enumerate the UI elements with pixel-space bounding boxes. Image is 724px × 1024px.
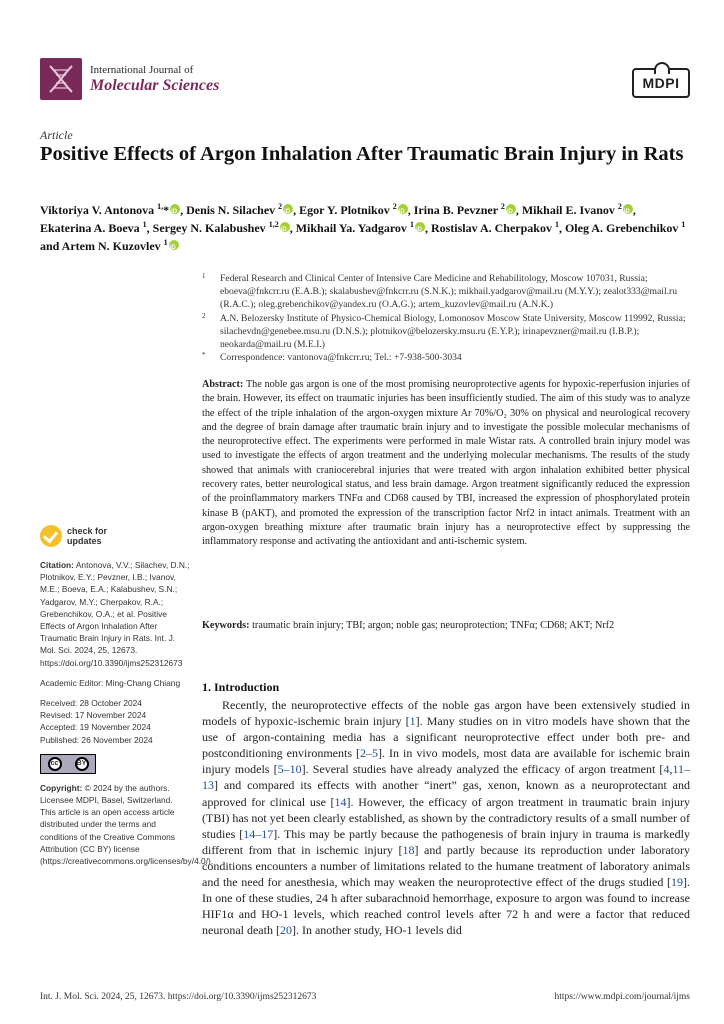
affiliation-number: 1 — [202, 272, 206, 280]
academic-editor: Academic Editor: Ming-Chang Chiang — [40, 677, 181, 688]
affiliation-text: Federal Research and Clinical Center of Intensive Care Medicine and Rehabilitology, Moscow 107031, Russia; eboeva@fnkcrr.ru (E.A.B.); skalabushev@fnkcrr.ru (S.N.K.); mikhail.yadgarov@mail.ru (M.Y.Y.); zealot333@mail.ru (R.A.C.); oleg.grebenchikov@yandex.ru (O.A.G.); artem_kuzovlev@mail.ru (A.N.K.) — [220, 273, 678, 311]
check-updates-label — [67, 526, 107, 546]
affiliation-number: * — [202, 351, 206, 360]
affiliation-text: A.N. Belozersky Institute of Physico-Chemical Biology, Lomonosov Moscow State University, Moscow 119992, Russia; silachevdn@genebee.msu.ru (D.N.S.); plotnikov@belozersky.msu.ru (E.Y.P.); irinapevzner@mail.ru (I.B.P.); neokarda@mail.ru (M.E.I.) — [220, 312, 686, 351]
footer-citation: Int. J. Mol. Sci. 2024, 25, 12673. https://doi.org/10.3390/ijms252312673 — [40, 992, 317, 1002]
copyright-label: Copyright: — [40, 782, 83, 793]
page-footer — [40, 992, 690, 1002]
published-date: Published: 26 November 2024 — [40, 734, 153, 745]
accepted-date: Accepted: 19 November 2024 — [40, 722, 151, 733]
revised-date: Revised: 17 November 2024 — [40, 710, 147, 721]
correspondence — [202, 351, 690, 364]
section-heading: 1. Introduction — [202, 680, 280, 694]
copyright-text: © 2024 by the authors. Licensee MDPI, Basel, Switzerland. This article is an open access article distributed under the terms and conditions of the Creative Commons Attribution (CC BY) license (https://creativecommons.org/licenses/by/4.0/). — [40, 782, 214, 867]
by-icon: BY — [75, 757, 89, 771]
affiliation-1 — [202, 272, 690, 312]
check-updates-icon — [40, 525, 62, 547]
check-updates-line2: updates — [67, 536, 102, 546]
citation-label: Citation: — [40, 560, 74, 570]
history-dates — [40, 697, 190, 746]
received-date: Received: 28 October 2024 — [40, 698, 142, 709]
keywords-text: traumatic brain injury; TBI; argon; noble gas; neuroprotection; TNFα; CD68; AKT; Nrf2 — [252, 620, 615, 631]
correspondence-text: Correspondence: vantonova@fnkcrr.ru; Tel.: +7-938-500-3034 — [220, 352, 462, 364]
journal-name — [90, 64, 219, 95]
abstract-label: Abstract: — [202, 379, 244, 390]
check-updates-line1: check for — [67, 526, 108, 536]
abstract — [202, 378, 690, 550]
affiliations — [202, 272, 690, 364]
copyright — [40, 782, 214, 867]
article-type: Article — [40, 128, 73, 142]
citation-text: Antonova, V.V.; Silachev, D.N.; Plotnikov, E.Y.; Pevzner, I.B.; Ivanov, M.E.; Boeva, E.A.; Kalabushev, S.N.; Yadgarov, M.Y.; Cherpakov, R.A.; Grebenchikov, O.A.; et al. Positive Effects of Argon Inhalation After Traumatic Brain Injury in Rats. Int. J. Mol. Sci. 2024, 25, 12673. https://doi.org/10.3390/ijms252312673 — [40, 560, 190, 668]
cc-by-license-badge[interactable] — [40, 754, 96, 774]
footer-journal-link[interactable]: https://www.mdpi.com/journal/ijms — [554, 992, 690, 1002]
keywords — [202, 619, 690, 633]
sidebar — [40, 525, 214, 875]
cc-icon: cc — [48, 757, 62, 771]
journal-logo-icon — [40, 58, 82, 100]
abstract-text: The noble gas argon is one of the most promising neuroprotective agents for hypoxic-reperfusion injuries of the brain. However, its effect on traumatic injuries has been insufficiently studied. The aim of this study was to analyze the effect of the triple inhalation of the argon-oxygen mixture Ar 70%/O₂ 30% on physical and neurological recovery and the degree of brain damage after traumatic brain injury and to investigate the possible molecular mechanisms of the neuroprotective effect. The experiments were performed in male Wistar rats. A controlled brain injury model was used to investigate the effects of argon treatment and the underlying molecular mechanisms. The results of the study showed that animals with craniocerebral injuries that were treated with argon inhalation exhibited better physical recovery rates, better neurological status, and less brain damage. Argon treatment significantly reduced the expression of the proinflammatory markers TNFα and CD68 caused by TBI, increased the expression of phosphorylated protein kinase B (pAKT), and promoted the expression of the transcription factor Nrf2 in intact animals. Treatment with an argon-oxygen breathing mixture after traumatic brain injury has a neuroprotective effect by suppressing the inflammatory response and activating the antioxidant and anti-ischemic system. — [202, 379, 690, 548]
article-title: Positive Effects of Argon Inhalation After Traumatic Brain Injury in Rats — [40, 143, 684, 165]
journal-header — [40, 58, 690, 108]
affiliation-number: 2 — [202, 311, 206, 320]
journal-name-line2: Molecular Sciences — [90, 77, 220, 94]
author-list: Viktoriya V. Antonova $^{1,}$*iD , Denis N. Silachev $^2$iD , Egor Y. Plotnikov $^2$iD , Irina B. Pevzner $^2$iD , Mikhail E. Ivanov $^2$iD , Ekaterina A. Boeva $^1$, Sergey N. Kalabushev $^{1,2}$iD , Mikhail Ya. Yadgarov $^1$iD , Rostislav A. Cherpakov $^1$, Oleg A. Grebenchikov $^1$ and Artem N. Kuzovlev $^1$iD — [40, 201, 690, 255]
keywords-label: Keywords: — [202, 620, 250, 631]
check-for-updates-button[interactable] — [40, 525, 190, 549]
citation — [40, 559, 190, 669]
mdpi-logo: MDPI — [632, 68, 690, 98]
journal-name-line1: International Journal of — [90, 64, 194, 76]
introduction-paragraph: Recently, the neuroprotective effects of the noble gas argon have been extensively studied in models of hypoxic-ischemic brain injury [1]. Many studies on in vitro models have shown that the use of argon-containing media has a significant neuroprotective effect under both pre- and postconditioning environments [2–5]. In in vivo models, most data are available for ischemic brain injury models [5–10]. Several studies have already analyzed the efficacy of argon treatment [4,11–13] and compared its effects with another “inert” gas, xenon, known as a neuroprotectant and approved for clinical use [14]. However, the efficacy of argon treatment in traumatic brain injury (TBI) has not yet been clearly established, as shown by the contradictory results of a small number of studies [14–17]. This may be partly because the pathogenesis of brain injury in trauma is markedly different from that in ischemic injury [18] and partly because its reproduction under laboratory conditions encounters a number of limitations related to the humane treatment of laboratory animals and the need for anesthesia, which may weaken the neuroprotective effect of the drugs studied [19]. In one of these studies, 24 h after subarachnoid hemorrhage, exposure to argon was found to increase HIF1α and HO-1 levels, which reached control levels after 72 h and were a factor that reduced neuronal death [20]. In another study, HO-1 levels did — [202, 698, 691, 938]
affiliation-2 — [202, 312, 690, 352]
